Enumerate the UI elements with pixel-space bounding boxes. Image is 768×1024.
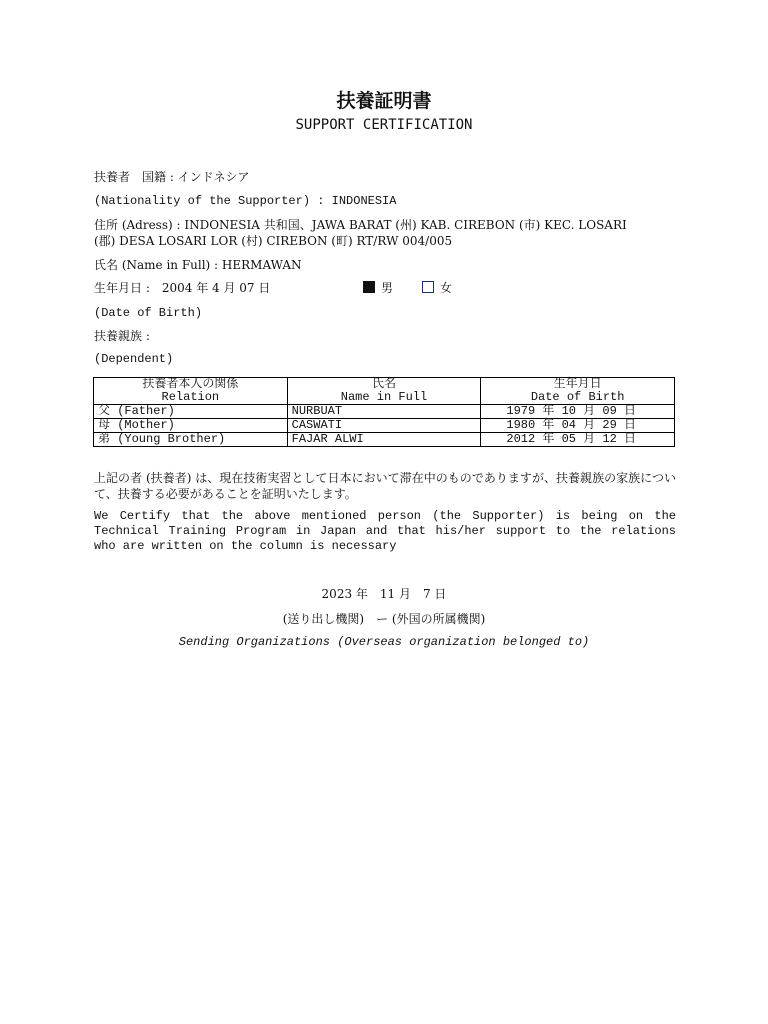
header-relation-en: Relation xyxy=(161,390,220,404)
header-dob-en: Date of Birth xyxy=(530,390,625,404)
statement-jp: 上記の者 (扶養者) は、現在技術実習として日本において滞在中のものでありますが、扶養親族の家族について、扶養する必要があることを証明いたします。 xyxy=(94,471,676,501)
document-title-jp: 扶養証明書 xyxy=(336,90,432,112)
table-header-row xyxy=(94,378,675,405)
dependent-en: (Dependent) xyxy=(94,352,174,366)
row-relation: 弟 (Young Brother) xyxy=(94,433,288,447)
name-in-full: 氏名 (Name in Full) : HERMAWAN xyxy=(94,258,302,272)
birth-date-en: (Date of Birth) xyxy=(94,306,203,320)
nationality-jp: 扶養者 国籍 : インドネシア xyxy=(94,170,250,184)
gender-female-label: 女 xyxy=(440,281,453,295)
header-name xyxy=(287,378,481,405)
header-name-jp: 氏名 xyxy=(371,377,396,391)
gender-female xyxy=(422,280,452,296)
document-title-en: SUPPORT CERTIFICATION xyxy=(295,117,473,133)
checkbox-male-checked-icon xyxy=(363,281,375,293)
row-dob: 2012 年 05 月 12 日 xyxy=(481,433,675,447)
gender-male-label: 男 xyxy=(381,281,394,295)
address-line-1: 住所 (Adress) : INDONESIA 共和国、JAWA BARAT (州) KAB. CIREBON (市) KEC. LOSARI xyxy=(94,218,627,232)
table-row xyxy=(94,405,675,419)
statement-en: We Certify that the above mentioned person (the Supporter) is being on the Technical Training Program in Japan and that his/her support to the relations who are written on the column is necessary xyxy=(94,509,676,553)
row-dob: 1979 年 10 月 09 日 xyxy=(481,405,675,419)
organization-jp: (送り出し機関) ー (外国の所属機関) xyxy=(282,612,486,626)
organization-en: Sending Organizations (Overseas organization belonged to) xyxy=(178,635,590,649)
dependent-jp: 扶養親族 : xyxy=(94,329,150,343)
header-name-en: Name in Full xyxy=(340,390,428,404)
table-row xyxy=(94,419,675,433)
dependents-table xyxy=(93,377,675,447)
row-name: FAJAR ALWI xyxy=(287,433,481,447)
address-line-2: (郡) DESA LOSARI LOR (村) CIREBON (町) RT/RW 004/005 xyxy=(94,234,453,248)
row-relation: 母 (Mother) xyxy=(94,419,288,433)
nationality-en: (Nationality of the Supporter) : INDONESIA xyxy=(94,194,397,208)
birth-date-jp: 生年月日 : 2004 年 4 月 07 日 xyxy=(94,281,271,295)
row-relation: 父 (Father) xyxy=(94,405,288,419)
gender-male xyxy=(363,280,393,296)
row-name: CASWATI xyxy=(287,419,481,433)
header-dob-jp: 生年月日 xyxy=(553,377,602,391)
header-relation xyxy=(94,378,288,405)
header-relation-jp: 扶養者本人の関係 xyxy=(142,377,239,391)
issue-date: 2023 年 11 月 7 日 xyxy=(321,587,447,601)
row-dob: 1980 年 04 月 29 日 xyxy=(481,419,675,433)
row-name: NURBUAT xyxy=(287,405,481,419)
table-row xyxy=(94,433,675,447)
checkbox-female-unchecked-icon xyxy=(422,281,434,293)
header-dob xyxy=(481,378,675,405)
